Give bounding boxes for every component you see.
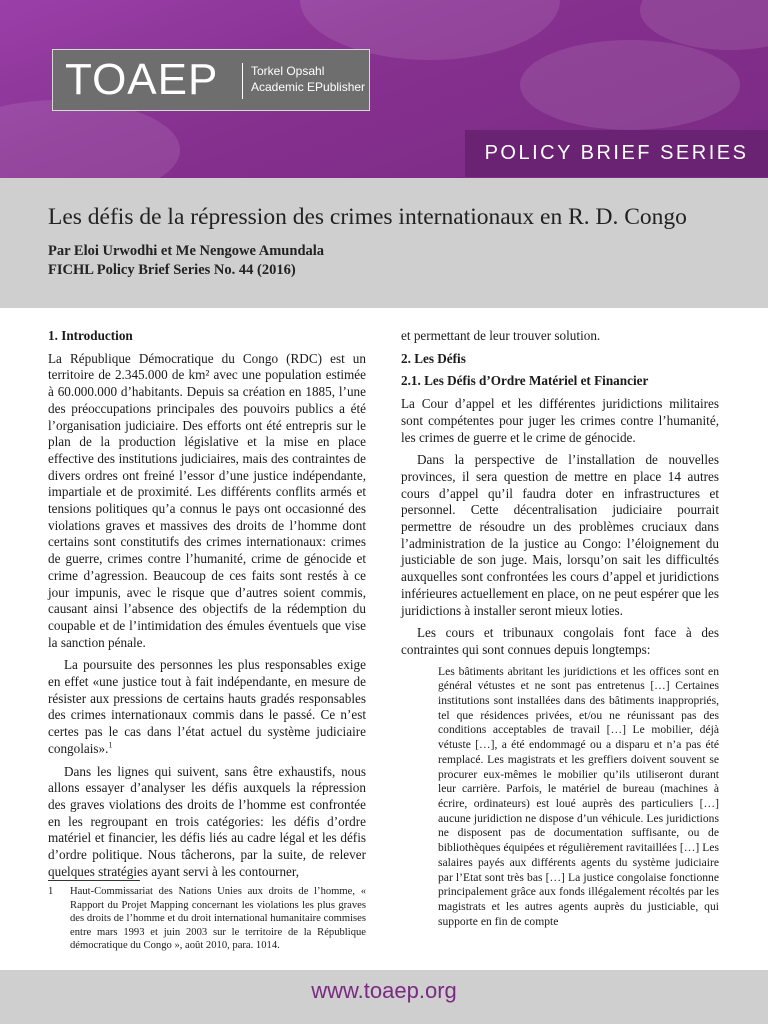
- series-label: POLICY BRIEF SERIES: [465, 130, 768, 177]
- paragraph: [48, 657, 366, 757]
- author-block: [48, 242, 324, 280]
- document-title: Les défis de la répression des crimes internationaux en R. D. Congo: [48, 204, 687, 230]
- paragraph: Dans les lignes qui suivent, sans être exhaustifs, nous allons essayer d’analyser les défis auxquels la répression des graves violations des droits de l’homme est confrontée en les regroupant en trois catégories: les défis d’ordre matériel et financier, les défis liés au cadre légal et les défis d’ordre politique. Nous tâcherons, par la suite, de relever quelques stratégies ayant servi à les contourner,: [48, 763, 366, 879]
- logo-divider: [242, 63, 243, 99]
- website-link[interactable]: www.toaep.org: [311, 978, 457, 1003]
- paragraph-continuation: et permettant de leur trouver solution.: [401, 328, 601, 343]
- footnote-text: Haut-Commissariat des Nations Unies aux droits de l’homme, « Rapport du Projet Mapping concernant les violations les plus graves des droits de l’homme et du droit international humanitaire commises entre mars 1993 et juin 2003 sur le territoire de la République démocratique du Congo », août 2010, para. 1014.: [70, 886, 366, 952]
- paragraph: Dans la perspective de l’installation de nouvelles provinces, il sera question de mettre en place 14 autres cours d’appel qu’il faudra doter en infrastructures et personnel. Cette décentralisation judiciaire pourrait permettre de résoudre un des problèmes cruciaux dans l’administration de la justice au Congo: l’éloignement du justiciable de son juge. Mais, lorsqu’on sait les difficultés auxquelles sont confrontées les cours d’appel et juridictions inférieures actuellement en place, on ne peut espérer que les juridictions à installer seront mieux loties.: [401, 452, 719, 618]
- section-heading-introduction: 1. Introduction: [48, 328, 133, 343]
- logo-subtitle: [251, 63, 365, 95]
- footnote-number: 1: [48, 886, 54, 897]
- paragraph: La République Démocratique du Congo (RDC) est un territoire de 2.345.000 de km² avec une population estimée à 60.000.000 d’habitants. Depuis sa création en 1885, l’une des préoccupations principales des pouvoirs publics a été l’organisation judiciaire. Des efforts ont été entrepris sur le plan de la production législative et la mise en place effective des institutions judiciaires, mais des contraintes de divers ordres ont freiné l’essor d’une justice indépendante, impartiale et de proximité. Les différents conflits armés et tensions politiques qu’a connus le pays ont occasionné des violations graves et massives des droits de l’homme dont certains sont constitutifs des crimes internationaux: crimes de guerre, crimes contre l’humanité, crime de génocide et crime d’agression. Beaucoup de ces faits sont restés à ce jour impunis, avec le risque que d’autres soient commis, causant ainsi l’absence des objectifs de la rédemption du coupable et de l’intimidation des émules éventuels que vise la sanction pénale.: [48, 350, 366, 650]
- logo-subtitle-line-2: Academic EPublisher: [251, 80, 366, 94]
- publisher-logo[interactable]: [52, 49, 370, 111]
- paragraph: La Cour d’appel et les différentes juridictions militaires sont compétentes pour juger les crimes contre l’humanité, les crimes de guerre et le crime de génocide.: [401, 396, 719, 445]
- authors-line: Par Eloi Urwodhi et Me Nengowe Amundala: [48, 243, 325, 259]
- logo-subtitle-line-1: Torkel Opsahl: [251, 64, 325, 78]
- logo-wordmark: TOAEP: [65, 55, 219, 104]
- title-block: [0, 178, 768, 308]
- paragraph-text: La poursuite des personnes les plus responsables exige en effet «une justice tout à fait indépendante, en mesure de résister aux pressions de certains hauts gradés responsables des crimes internationaux commis dans le passé. Ce n’est certes pas le cas dans l’état actuel du système judiciaire congolais».: [48, 657, 366, 756]
- block-quote: Les bâtiments abritant les juridictions et les offices sont en général vétustes et ne sont pas entretenus […] Certaines institutions sont installées dans des bâtiments inappropriés, tel que résidences privées, et/ou ne réunissant pas des conditions acceptables de travail […] Le mobilier, déjà vétuste […], a été endommagé ou a disparu et n’a pas été remplacé. Les magistrats et les greffiers doivent souvent se procurer eux-mêmes le mobilier qu’ils utiliseront durant leur carrière. Parfois, le matériel de bureau (machines à écrire, ordinateurs) est loué auprès des particuliers […] aucune juridiction ne dispose d’un véhicule. Les juridictions ne disposent pas de documentation suffisante, ou de bibliothèques équipées et régulièrement ravitaillées […] Les salaires payés aux différents agents du système judiciaire par l’Etat sont très bas […] La justice congolaise fonctionne principalement grâce aux fonds illégalement récoltés par les magistrats et les autres agents auprès du justiciable, qui supporte en fin de compte: [438, 664, 719, 928]
- banner-decoration: [0, 100, 180, 178]
- header-banner: [0, 0, 768, 178]
- paragraph: Les cours et tribunaux congolais font face à des contraintes qui sont connues depuis longtemps:: [401, 625, 719, 657]
- banner-decoration: [520, 40, 740, 130]
- footnote-reference[interactable]: 1: [108, 740, 113, 750]
- right-column: [401, 328, 719, 929]
- footnote-divider: [48, 880, 140, 881]
- left-column: [48, 328, 366, 887]
- series-number: FICHL Policy Brief Series No. 44 (2016): [48, 262, 296, 278]
- subsection-heading-materiel-financier: 2.1. Les Défis d’Ordre Matériel et Financier: [401, 373, 649, 389]
- footnote: [48, 885, 366, 953]
- footer-band: [0, 970, 768, 1024]
- section-heading-defis: 2. Les Défis: [401, 350, 466, 366]
